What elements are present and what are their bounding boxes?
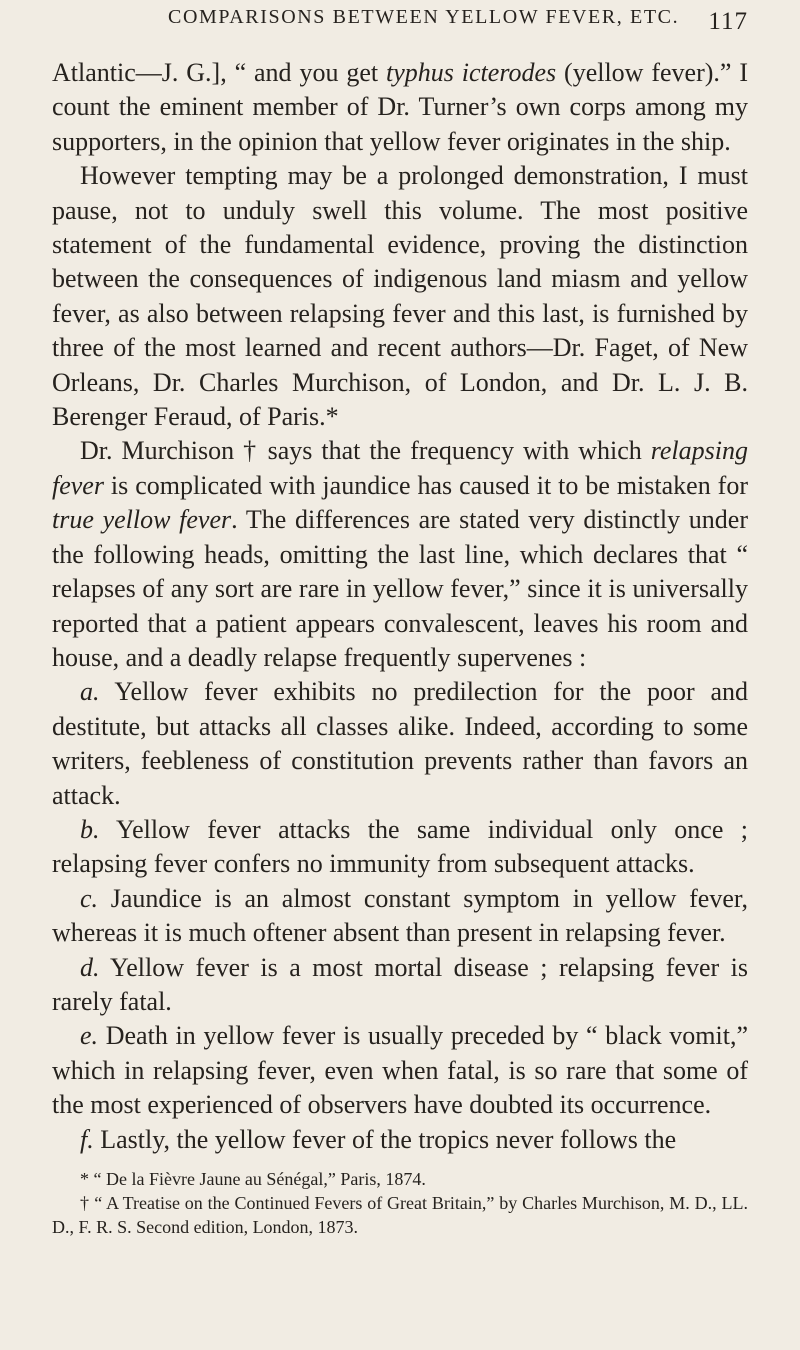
item-text: Yellow fever exhibits no predilection for the poor and destitute, but attacks all classes alike. Indeed, according to some writers, feebleness of constitution prevents rather than favors an attack. [52,677,748,810]
item-letter: e. [80,1021,99,1051]
item-letter: d. [80,952,100,982]
text-run: is complicated with jaundice has caused it to be mistaken for [103,470,748,500]
text-run: . The differences are stated very distinctly under the following heads, omitting the last line, which declares that “ relapses of any sort are rare in yellow fever,” since it is universally reported that a patient appears convalescent, leaves his room and house, and a deadly relapse frequently supervenes : [52,505,748,672]
footnote-2: † “ A Treatise on the Continued Fevers of Great Britain,” by Charles Murchison, M. D., LL. D., F. R. S. Second edition, London, 1873. [52,1193,748,1237]
footnote-1: * “ De la Fièvre Jaune au Sénégal,” Paris, 1874. [80,1169,426,1189]
italic-term: typhus icterodes [386,58,557,87]
footnotes [52,1167,748,1239]
item-text: Yellow fever attacks the same individual only once ; relapsing fever confers no immunity from subsequent attacks. [52,814,748,879]
paragraph: However tempting may be a prolonged demonstration, I must pause, not to unduly swell this volume. The most positive statement of the fundamental evidence, proving the distinction between the consequences of indigenous land miasm and yellow fever, as also between relapsing fever and this last, is furnished by three of the most learned and recent authors—Dr. Faget, of New Orleans, Dr. Charles Murchison, of London, and Dr. L. J. B. Berenger Feraud, of Paris.* [52,161,748,432]
item-text: Jaundice is an almost constant symptom in yellow fever, whereas it is much oftener absent than present in relapsing fever. [52,883,748,948]
list-item-c [52,882,748,951]
item-text: Yellow fever is a most mortal disease ; relapsing fever is rarely fatal. [52,952,748,1016]
list-item-a [52,675,748,813]
item-text: Death in yellow fever is usually preceded by “ black vomit,” which in relapsing fever, even when fatal, is so rare that some of the most experienced of observers have doubted its occurrence. [52,1021,748,1120]
item-letter: c. [80,883,99,913]
text-run: Atlantic—J. G.], “ and you get [52,58,387,87]
item-letter: f. [80,1124,94,1154]
list-item-b [52,813,748,882]
text-run: Dr. Murchison † says that the frequency with which [80,436,651,466]
running-head [52,0,748,56]
page-number: 117 [708,8,748,35]
item-letter: b. [80,814,100,844]
italic-term: true yellow fever [52,505,232,535]
italic-term: relapsing fever [52,436,748,500]
list-item-d [52,951,748,1020]
paragraph [52,434,748,675]
text-run: (yellow fever).” I count the eminent member of Dr. Turner’s own corps among my supporters, in the opinion that yellow fever originates in the ship. [52,58,748,156]
running-head-title: COMPARISONS BETWEEN YELLOW FEVER, ETC. [168,6,680,28]
list-item-e [52,1019,748,1122]
item-text: Lastly, the yellow fever of the tropics never follows the [93,1124,677,1154]
body-text [52,56,748,1157]
item-letter: a. [80,677,100,707]
list-item-f [52,1123,748,1157]
paragraph-continued [52,56,748,159]
